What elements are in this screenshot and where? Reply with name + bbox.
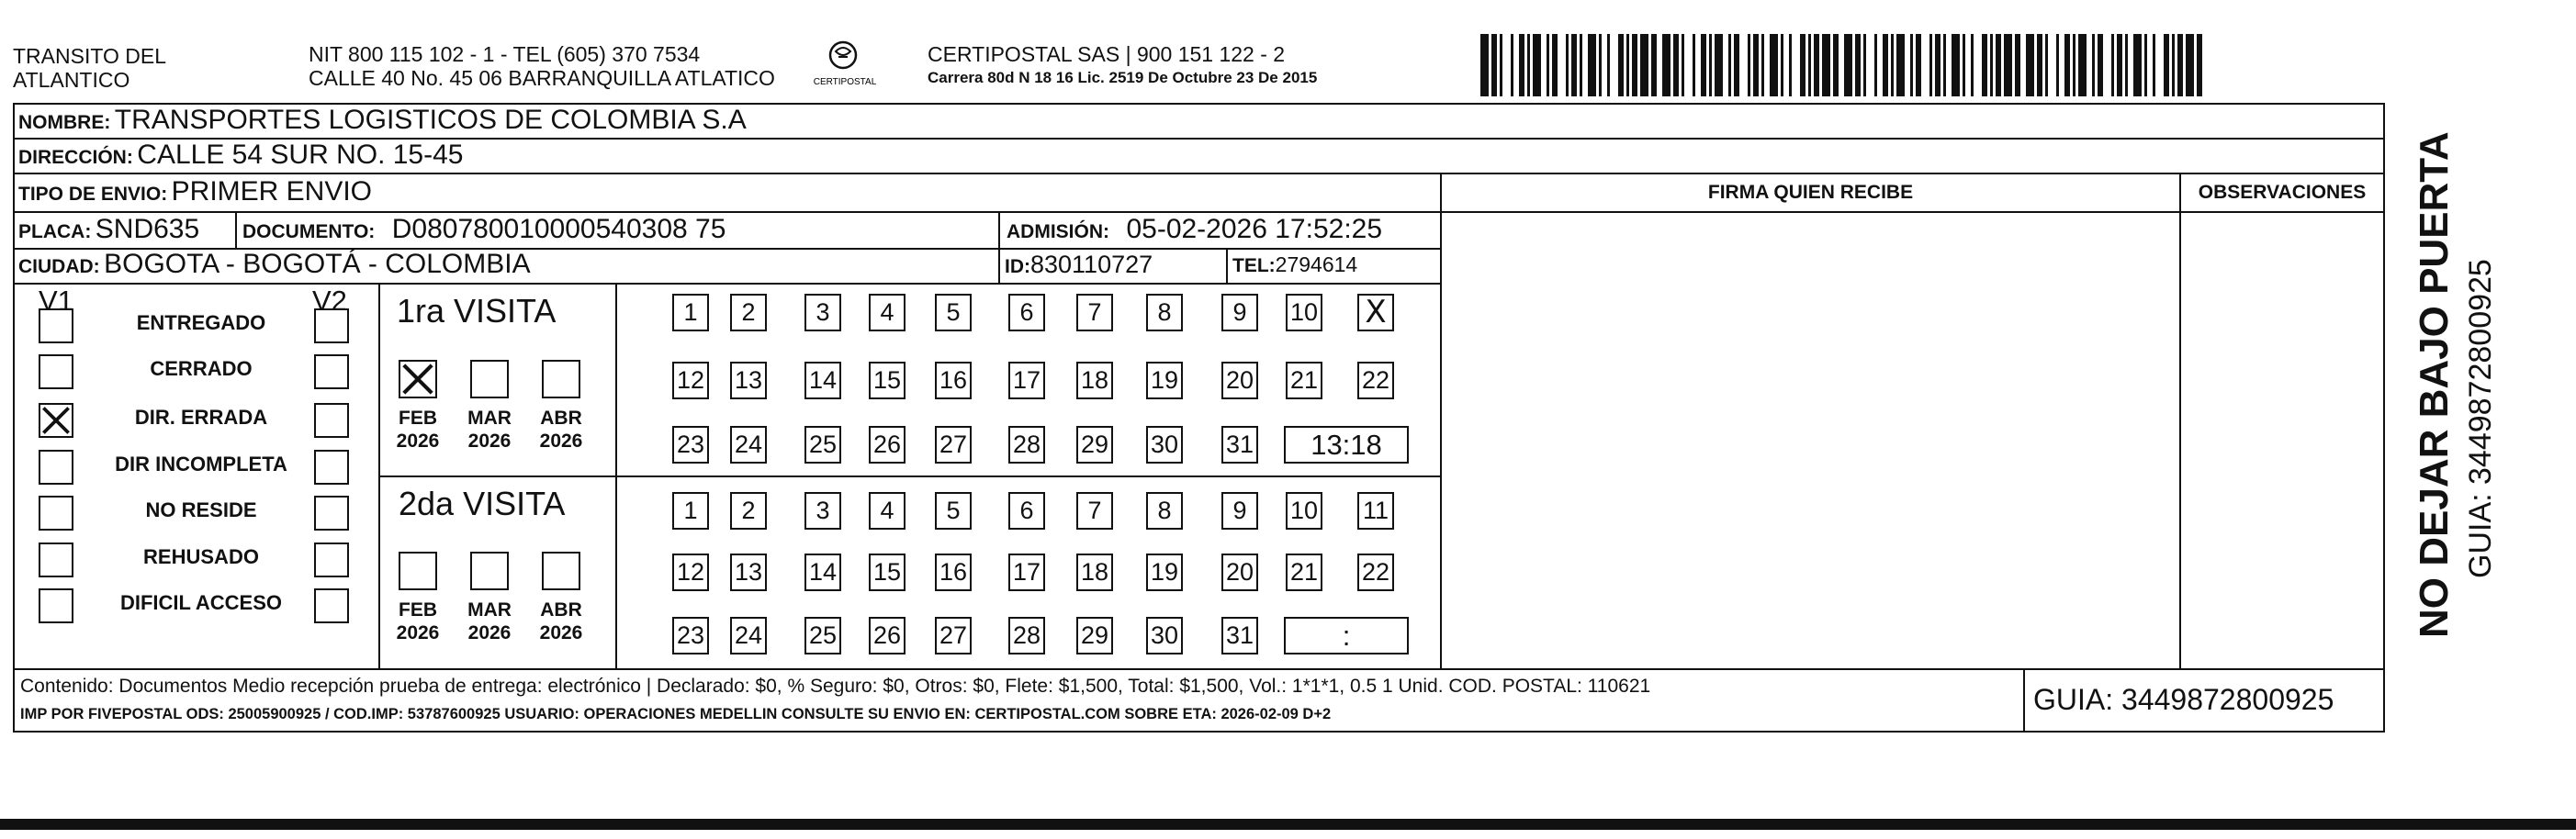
v2-header: V2	[312, 285, 347, 317]
month-label: MAR	[467, 599, 512, 621]
first-visit-title: 1ra VISITA	[397, 292, 557, 330]
day-box[interactable]: 25	[804, 426, 841, 464]
day-box[interactable]: 16	[935, 554, 972, 591]
day-box-marked[interactable]: X	[1357, 294, 1394, 331]
day-box[interactable]: 23	[672, 617, 709, 654]
day-box[interactable]: 30	[1146, 426, 1183, 464]
day-box[interactable]: 20	[1221, 554, 1258, 591]
v2-checkbox[interactable]	[314, 496, 349, 531]
documento-cell	[242, 214, 726, 245]
day-box[interactable]: 4	[869, 492, 906, 530]
v2-checkbox[interactable]	[314, 354, 349, 389]
v1-checkbox[interactable]	[39, 496, 73, 531]
side-notice	[2388, 129, 2571, 643]
month-label: FEB	[399, 408, 437, 429]
time-box[interactable]: 13:18	[1284, 426, 1409, 464]
col-divider	[1226, 248, 1228, 283]
day-box[interactable]: 6	[1008, 294, 1045, 331]
v1-checkbox[interactable]	[39, 450, 73, 485]
day-box[interactable]: 21	[1286, 362, 1322, 399]
observaciones-header: OBSERVACIONES	[2198, 182, 2367, 203]
day-box[interactable]: 12	[672, 554, 709, 591]
contenido-line: Contenido: Documentos Medio recepción prueba de entrega: electrónico | Declarado: $0, % Seguro: $0, Otros: $0, Flete: $1,500, Total: $1,500, Vol.: 1*1*1, 0.5 1 Unid. COD. POSTAL: 110621	[20, 676, 1651, 697]
day-box[interactable]: 10	[1286, 294, 1322, 331]
admision-value: 05-02-2026 17:52:25	[1126, 214, 1383, 244]
ciudad-value: BOGOTA - BOGOTÁ - COLOMBIA	[104, 249, 531, 279]
status-label: NO RESIDE	[145, 498, 257, 521]
month-label: ABR	[540, 599, 582, 621]
row-divider	[13, 173, 2385, 174]
guia-footer: GUIA: 3449872800925	[2033, 683, 2334, 716]
month-year: 2026	[396, 622, 440, 643]
day-box[interactable]: 2	[730, 294, 767, 331]
day-box[interactable]: 8	[1146, 294, 1183, 331]
day-box[interactable]: 9	[1221, 294, 1258, 331]
v1-checkbox[interactable]	[39, 354, 73, 389]
carrier-license: Carrera 80d N 18 16 Lic. 2519 De Octubre 23 De 2015	[928, 69, 1318, 86]
direccion-value: CALLE 54 SUR NO. 15-45	[137, 140, 464, 170]
issuer-line-2: ATLANTICO	[13, 68, 130, 92]
day-box[interactable]: 31	[1221, 617, 1258, 654]
imp-line: IMP POR FIVEPOSTAL ODS: 25005900925 / COD.IMP: 53787600925 USUARIO: OPERACIONES MEDELLIN CONSULTE SU ENVIO EN: CERTIPOSTAL.COM SOBRE ETA: 2026-02-09 D+2	[20, 706, 1332, 722]
day-box[interactable]: 17	[1008, 554, 1045, 591]
tel-value: 2794614	[1275, 252, 1358, 276]
col-divider	[2179, 174, 2181, 668]
day-box[interactable]: 23	[672, 426, 709, 464]
admision-cell	[1007, 214, 1382, 245]
day-box[interactable]: 11	[1357, 492, 1394, 530]
status-label: REHUSADO	[143, 545, 259, 568]
day-box[interactable]: 5	[935, 492, 972, 530]
month-checkbox[interactable]	[470, 360, 509, 398]
firma-header: FIRMA QUIEN RECIBE	[1707, 182, 1914, 203]
month-checkbox[interactable]	[399, 552, 437, 590]
v1-checkbox[interactable]	[39, 588, 73, 623]
day-box[interactable]: 10	[1286, 492, 1322, 530]
v1-checkbox[interactable]	[39, 403, 73, 438]
day-box[interactable]: 19	[1146, 554, 1183, 591]
month-year: 2026	[539, 622, 583, 643]
day-box[interactable]: 12	[672, 362, 709, 399]
tel-label: TEL:	[1232, 255, 1276, 276]
col-divider	[1440, 174, 1442, 668]
month-checkbox[interactable]	[399, 360, 437, 398]
day-box[interactable]: 9	[1221, 492, 1258, 530]
issuer-line-1: TRANSITO DEL	[13, 44, 166, 68]
direccion-label: DIRECCIÓN:	[18, 147, 133, 168]
ciudad-label: CIUDAD:	[18, 256, 100, 277]
documento-value: D080780010000540308 75	[391, 214, 726, 244]
placa-value: SND635	[95, 214, 200, 244]
day-box[interactable]: 21	[1286, 554, 1322, 591]
status-label: DIR INCOMPLETA	[115, 453, 287, 475]
nombre-value: TRANSPORTES LOGISTICOS DE COLOMBIA S.A	[114, 105, 747, 135]
status-label: DIR. ERRADA	[134, 406, 268, 429]
month-checkbox[interactable]	[542, 360, 580, 398]
day-box[interactable]: 26	[869, 617, 906, 654]
day-box[interactable]: 30	[1146, 617, 1183, 654]
day-box[interactable]: 7	[1076, 294, 1113, 331]
day-box[interactable]: 27	[935, 617, 972, 654]
day-box[interactable]: 18	[1076, 554, 1113, 591]
day-box[interactable]: 14	[804, 362, 841, 399]
day-box[interactable]: 4	[869, 294, 906, 331]
month-year: 2026	[467, 431, 512, 452]
id-label: ID:	[1005, 256, 1030, 277]
id-cell	[1005, 251, 1153, 279]
day-box[interactable]: 24	[730, 426, 767, 464]
side-line-1: NO DEJAR BAJO PUERTA	[2412, 131, 2457, 638]
day-box[interactable]: 6	[1008, 492, 1045, 530]
day-box[interactable]: 3	[804, 492, 841, 530]
tel-cell	[1232, 252, 1357, 277]
day-box[interactable]: 29	[1076, 426, 1113, 464]
col-divider	[235, 211, 237, 248]
day-box[interactable]: 16	[935, 362, 972, 399]
day-box[interactable]: 24	[730, 617, 767, 654]
issuer-name	[13, 44, 166, 92]
documento-label: DOCUMENTO:	[242, 221, 376, 242]
v2-checkbox[interactable]	[314, 543, 349, 577]
barcode	[1480, 34, 2206, 96]
day-box[interactable]: 26	[869, 426, 906, 464]
month-checkbox[interactable]	[470, 552, 509, 590]
visit-divider	[378, 475, 1440, 477]
month-year: 2026	[467, 622, 512, 643]
tipo-label: TIPO DE ENVIO:	[18, 184, 168, 205]
tipo-value: PRIMER ENVIO	[171, 176, 373, 207]
side-line-2: GUIA: 3449872800925	[2463, 259, 2498, 578]
day-box[interactable]: 2	[730, 492, 767, 530]
day-box[interactable]: 22	[1357, 362, 1394, 399]
status-label: ENTREGADO	[136, 311, 266, 334]
day-box[interactable]: 20	[1221, 362, 1258, 399]
v1-checkbox[interactable]	[39, 308, 73, 343]
admision-label: ADMISIÓN:	[1007, 221, 1109, 242]
v2-checkbox[interactable]	[314, 588, 349, 623]
issuer-contact	[309, 42, 775, 90]
month-year: 2026	[396, 431, 440, 452]
day-box[interactable]: 28	[1008, 617, 1045, 654]
day-box[interactable]: 15	[869, 362, 906, 399]
row-divider	[13, 283, 1440, 285]
issuer-nit: NIT 800 115 102 - 1 - TEL (605) 370 7534	[309, 42, 701, 66]
v2-checkbox[interactable]	[314, 450, 349, 485]
id-value: 830110727	[1030, 251, 1153, 278]
col-divider	[2383, 138, 2385, 174]
v1-checkbox[interactable]	[39, 543, 73, 577]
day-box[interactable]: 8	[1146, 492, 1183, 530]
row-divider	[13, 211, 2385, 213]
day-box[interactable]: 14	[804, 554, 841, 591]
day-box[interactable]: 1	[672, 492, 709, 530]
second-visit-title: 2da VISITA	[399, 485, 566, 522]
month-label: MAR	[467, 408, 512, 429]
v2-checkbox[interactable]	[314, 403, 349, 438]
day-box[interactable]: 29	[1076, 617, 1113, 654]
day-box[interactable]: 13	[730, 554, 767, 591]
nombre-row	[18, 105, 747, 136]
issuer-address: CALLE 40 No. 45 06 BARRANQUILLA ATLATICO	[309, 66, 775, 90]
day-box[interactable]: 31	[1221, 426, 1258, 464]
time-box[interactable]: :	[1284, 617, 1409, 654]
day-box[interactable]: 22	[1357, 554, 1394, 591]
nombre-label: NOMBRE:	[18, 112, 111, 133]
day-box[interactable]: 25	[804, 617, 841, 654]
month-label: FEB	[399, 599, 437, 621]
direccion-row	[18, 140, 463, 171]
carrier-company: CERTIPOSTAL SAS | 900 151 122 - 2	[928, 42, 1286, 66]
day-box[interactable]: 19	[1146, 362, 1183, 399]
bottom-band	[0, 819, 2576, 830]
day-box[interactable]: 17	[1008, 362, 1045, 399]
certipostal-logo	[808, 39, 882, 92]
month-label: ABR	[540, 408, 582, 429]
day-box[interactable]: 3	[804, 294, 841, 331]
row-divider	[13, 668, 2385, 670]
status-label: DIFICIL ACCESO	[119, 591, 282, 614]
day-box[interactable]: 27	[935, 426, 972, 464]
month-checkbox[interactable]	[542, 552, 580, 590]
day-box[interactable]: 13	[730, 362, 767, 399]
day-box[interactable]: 5	[935, 294, 972, 331]
day-box[interactable]: 15	[869, 554, 906, 591]
v1-header: V1	[39, 285, 73, 317]
status-label: CERRADO	[150, 357, 253, 380]
day-box[interactable]: 18	[1076, 362, 1113, 399]
tipo-row	[18, 176, 372, 207]
day-box[interactable]: 1	[672, 294, 709, 331]
carrier-info	[928, 42, 1317, 90]
v2-checkbox[interactable]	[314, 308, 349, 343]
day-box[interactable]: 28	[1008, 426, 1045, 464]
ciudad-cell	[18, 249, 531, 280]
placa-label: PLACA:	[18, 221, 92, 242]
logo-lettering: CERTIPOSTAL	[813, 77, 877, 87]
day-box[interactable]: 7	[1076, 492, 1113, 530]
placa-cell	[18, 214, 199, 245]
month-year: 2026	[539, 431, 583, 452]
col-divider	[2023, 668, 2025, 733]
col-divider	[998, 211, 1000, 283]
